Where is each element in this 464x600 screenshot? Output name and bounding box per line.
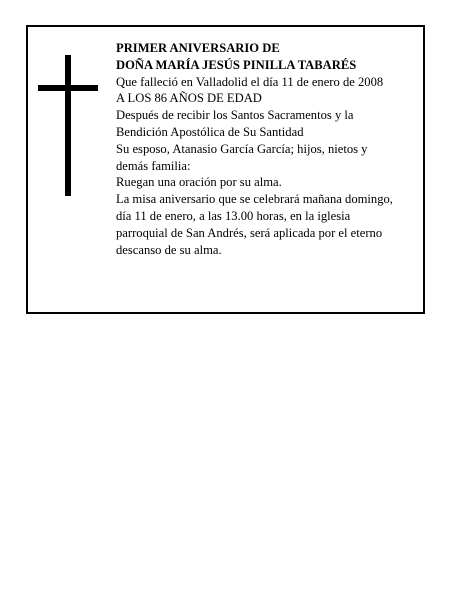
notice-title-line-1: PRIMER ANIVERSARIO DE xyxy=(116,41,280,55)
family-line-1: Su esposo, Atanasio García García; hijos, nietos y xyxy=(116,141,368,156)
mass-line-4: descanso de su alma. xyxy=(116,242,222,257)
sacraments-line-2: Bendición Apostólica de Su Santidad xyxy=(116,124,304,139)
sacraments-line-1: Después de recibir los Santos Sacramentos y la xyxy=(116,108,354,123)
mass-line-1: La misa aniversario que se celebrará mañana domingo, xyxy=(116,192,393,207)
cross-horizontal-bar xyxy=(38,85,98,91)
prayer-request-line: Ruegan una oración por su alma. xyxy=(116,175,282,190)
mass-line-2: día 11 de enero, a las 13.00 horas, en la iglesia xyxy=(116,208,351,223)
notice-text xyxy=(116,40,421,258)
cross-vertical-bar xyxy=(65,55,71,196)
family-line-2: demás familia: xyxy=(116,158,191,173)
age-line: A LOS 86 AÑOS DE EDAD xyxy=(116,91,262,106)
death-date-line: Que falleció en Valladolid el día 11 de enero de 2008 xyxy=(116,74,384,89)
notice-title-line-2: DOÑA MARÍA JESÚS PINILLA TABARÉS xyxy=(116,57,357,72)
obituary-notice xyxy=(26,25,425,314)
mass-line-3: parroquial de San Andrés, será aplicada por el eterno xyxy=(116,225,383,240)
